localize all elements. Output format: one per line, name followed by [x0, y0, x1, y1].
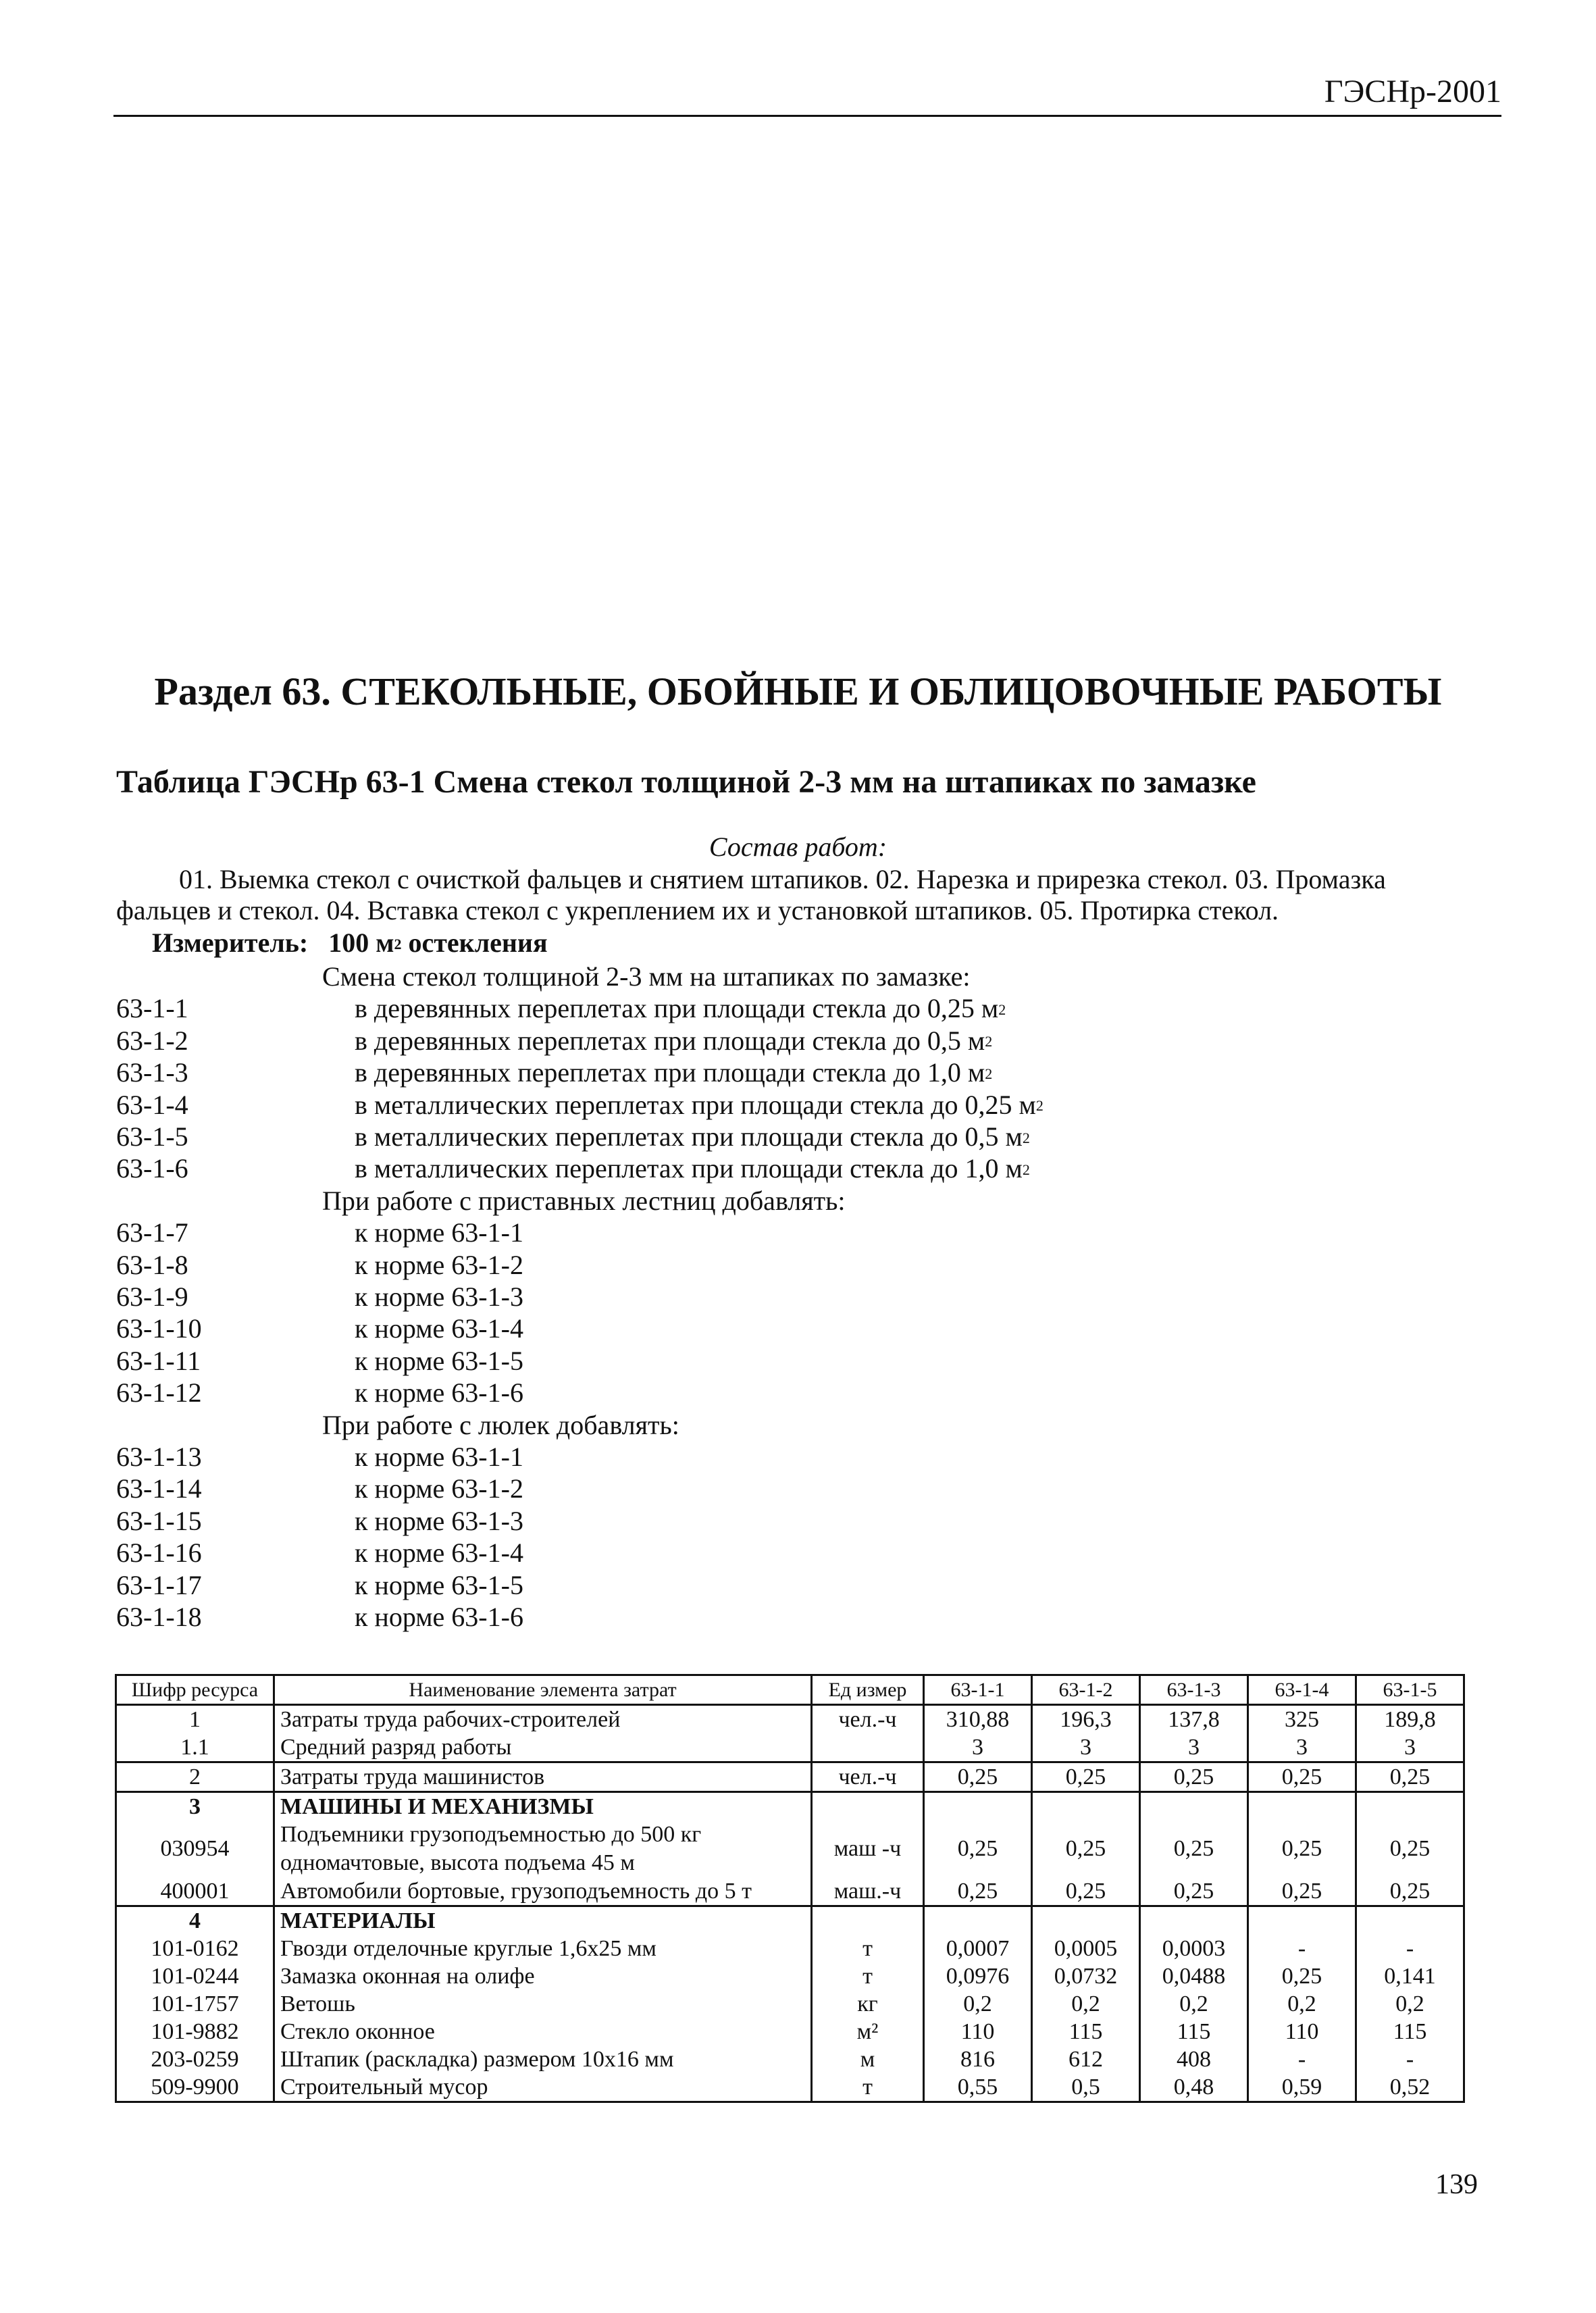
resource-value: 0,52	[1356, 2073, 1464, 2102]
norm-code: 63-1-10	[116, 1313, 202, 1344]
resource-value: 0,0007	[924, 1935, 1032, 1962]
resource-code: 509-9900	[116, 2073, 274, 2102]
table-row	[116, 2045, 1464, 2073]
resource-value: 310,88	[924, 1705, 1032, 1734]
table-row	[116, 1990, 1464, 2018]
resource-code: 400001	[116, 1877, 274, 1906]
resource-value: -	[1356, 2045, 1464, 2073]
resource-code: 101-9882	[116, 2018, 274, 2045]
norm-unit-power: 2	[985, 1065, 993, 1082]
resource-name: Подъемники грузоподъемностью до 500 кг одномачтовые, высота подъема 45 м	[274, 1821, 812, 1877]
resource-value: 0,48	[1140, 2073, 1248, 2102]
col-header: Наименование элемента затрат	[274, 1675, 812, 1705]
resource-code: 101-1757	[116, 1990, 274, 2018]
resource-name: Стекло оконное	[274, 2018, 812, 2045]
norm-description-text: к норме 63-1-5	[355, 1569, 523, 1600]
col-header: 63-1-5	[1356, 1675, 1464, 1705]
norm-unit-power: 2	[985, 1033, 993, 1050]
resource-name: Штапик (раскладка) размером 10x16 мм	[274, 2045, 812, 2073]
table-row	[116, 2073, 1464, 2102]
norm-description	[355, 992, 1006, 1024]
resource-unit	[812, 1733, 924, 1762]
norm-code: 63-1-7	[116, 1217, 188, 1248]
norm-description	[355, 1313, 523, 1344]
norm-description-text: в деревянных переплетах при площади стекла до 0,25 м	[355, 993, 999, 1024]
resource-value: 0,0005	[1032, 1935, 1140, 1962]
col-header: 63-1-3	[1140, 1675, 1248, 1705]
resource-value: 3	[1248, 1733, 1356, 1762]
table-row	[116, 2018, 1464, 2045]
norm-description-text: в металлических переплетах при площади стекла до 0,25 м	[355, 1089, 1036, 1120]
col-header: 63-1-2	[1032, 1675, 1140, 1705]
norm-description-text: к норме 63-1-1	[355, 1442, 523, 1472]
resource-unit: т	[812, 2073, 924, 2102]
norms-group-text: При работе с приставных лестниц добавлять:	[322, 1185, 846, 1216]
resource-value: 325	[1248, 1705, 1356, 1734]
resource-value	[1356, 1792, 1464, 1821]
table-row	[116, 1906, 1464, 1935]
col-header: Ед измер	[812, 1675, 924, 1705]
norm-description	[355, 1281, 523, 1313]
resource-name: Средний разряд работы	[274, 1733, 812, 1762]
table-row	[116, 1821, 1464, 1877]
resource-value: 0,25	[1248, 1962, 1356, 1990]
norm-description	[355, 1152, 1030, 1184]
resource-value: -	[1248, 2045, 1356, 2073]
meter-line	[152, 927, 548, 959]
norm-description	[355, 1601, 523, 1633]
resource-value: 0,5	[1032, 2073, 1140, 2102]
resource-value: 115	[1356, 2018, 1464, 2045]
norm-description	[355, 1569, 523, 1601]
resource-value: 0,59	[1248, 2073, 1356, 2102]
norm-description	[355, 1505, 523, 1537]
norm-unit-power: 2	[998, 1001, 1006, 1018]
resource-value	[1032, 1792, 1140, 1821]
resource-value: 612	[1032, 2045, 1140, 2073]
resource-value: 3	[1032, 1733, 1140, 1762]
resource-value: 0,25	[1032, 1821, 1140, 1877]
resource-value: 0,25	[1248, 1762, 1356, 1792]
resource-value: 0,2	[924, 1990, 1032, 2018]
norm-code: 63-1-14	[116, 1473, 202, 1504]
resource-name: Затраты труда рабочих-строителей	[274, 1705, 812, 1734]
resource-value	[1248, 1906, 1356, 1935]
meter-power: 2	[394, 935, 402, 952]
norm-code: 63-1-13	[116, 1442, 202, 1472]
norm-code: 63-1-12	[116, 1377, 202, 1408]
norm-code: 63-1-11	[116, 1345, 201, 1376]
resource-code: 3	[116, 1792, 274, 1821]
col-header: Шифр ресурса	[116, 1675, 274, 1705]
norm-description-text: к норме 63-1-6	[355, 1377, 523, 1408]
norms-group-text: Смена стекол толщиной 2-3 мм на штапиках по замазке:	[322, 961, 971, 992]
norm-description-text: к норме 63-1-4	[355, 1313, 523, 1344]
resource-value: 3	[924, 1733, 1032, 1762]
norm-code: 63-1-6	[116, 1153, 188, 1184]
norm-description	[355, 1089, 1044, 1121]
norm-code: 63-1-18	[116, 1602, 202, 1632]
norm-description	[355, 1377, 523, 1408]
page-number: 139	[1435, 2169, 1478, 2200]
resource-value: 0,25	[1140, 1821, 1248, 1877]
work-composition-line-1: 01. Выемка стекол с очисткой фальцев и снятием штапиков. 02. Нарезка и прирезка стекол. 03. Промазка	[179, 864, 1386, 894]
resource-unit: м²	[812, 2018, 924, 2045]
resource-code: 203-0259	[116, 2045, 274, 2073]
resource-value: 0,25	[924, 1762, 1032, 1792]
table-row	[116, 1792, 1464, 1821]
resource-unit: м	[812, 2045, 924, 2073]
resource-value: 0,25	[1032, 1877, 1140, 1906]
table-title: Таблица ГЭСНр 63-1 Смена стекол толщиной 2-3 мм на штапиках по замазке	[116, 764, 1256, 800]
resource-code: 1.1	[116, 1733, 274, 1762]
norm-unit-power: 2	[1035, 1097, 1044, 1115]
resource-value: 0,141	[1356, 1962, 1464, 1990]
resource-name: Затраты труда машинистов	[274, 1762, 812, 1792]
resource-value: 0,2	[1248, 1990, 1356, 2018]
col-header: 63-1-4	[1248, 1675, 1356, 1705]
norm-description	[355, 1025, 992, 1057]
meter-unit: остекления	[408, 927, 548, 958]
norm-description-text: к норме 63-1-3	[355, 1281, 523, 1312]
norms-group-text: При работе с люлек добавлять:	[322, 1409, 679, 1440]
norm-description-text: в металлических переплетах при площади стекла до 1,0 м	[355, 1153, 1023, 1184]
work-composition-heading: Состав работ:	[709, 832, 887, 862]
norm-description-text: в деревянных переплетах при площади стекла до 0,5 м	[355, 1025, 985, 1056]
norm-description	[355, 1121, 1030, 1152]
resource-value: 0,0732	[1032, 1962, 1140, 1990]
resource-code: 1	[116, 1705, 274, 1734]
resource-value: 0,2	[1032, 1990, 1140, 2018]
resource-value: 3	[1356, 1733, 1464, 1762]
norm-code: 63-1-5	[116, 1121, 188, 1152]
resource-value	[924, 1906, 1032, 1935]
resource-value: 0,25	[1248, 1877, 1356, 1906]
resource-code: 101-0244	[116, 1962, 274, 1990]
table-row	[116, 1733, 1464, 1762]
resource-value: 0,25	[1248, 1821, 1356, 1877]
col-header: 63-1-1	[924, 1675, 1032, 1705]
norm-description	[355, 1249, 523, 1281]
resource-value: 0,25	[924, 1877, 1032, 1906]
table-row	[116, 1762, 1464, 1792]
resource-code: 4	[116, 1906, 274, 1935]
resource-value: 0,55	[924, 2073, 1032, 2102]
resource-value: -	[1356, 1935, 1464, 1962]
resource-name: МАШИНЫ И МЕХАНИЗМЫ	[274, 1792, 812, 1821]
resource-code: 2	[116, 1762, 274, 1792]
norm-code: 63-1-2	[116, 1025, 188, 1056]
norm-code: 63-1-4	[116, 1089, 188, 1120]
resource-value: 0,2	[1140, 1990, 1248, 2018]
norm-code: 63-1-9	[116, 1281, 188, 1312]
resource-value: 0,25	[1356, 1762, 1464, 1792]
resource-name: Строительный мусор	[274, 2073, 812, 2102]
resource-unit: т	[812, 1935, 924, 1962]
resource-value: 0,25	[1140, 1762, 1248, 1792]
resource-value: -	[1248, 1935, 1356, 1962]
norm-description-text: к норме 63-1-2	[355, 1249, 523, 1280]
resource-code: 101-0162	[116, 1935, 274, 1962]
resource-value: 137,8	[1140, 1705, 1248, 1734]
work-composition-line-2: фальцев и стекол. 04. Вставка стекол с укреплением их и установкой штапиков. 05. Протирка стекол.	[116, 895, 1279, 925]
norm-description	[355, 1473, 523, 1504]
resource-value: 0,0003	[1140, 1935, 1248, 1962]
norm-description-text: в деревянных переплетах при площади стекла до 1,0 м	[355, 1057, 985, 1088]
resource-unit: чел.-ч	[812, 1762, 924, 1792]
norm-unit-power: 2	[1022, 1161, 1030, 1178]
resource-unit	[812, 1792, 924, 1821]
norm-description	[355, 1345, 523, 1377]
norm-description-text: к норме 63-1-6	[355, 1602, 523, 1632]
resource-unit: маш.-ч	[812, 1877, 924, 1906]
resource-value: 0,25	[924, 1821, 1032, 1877]
norm-description-text: к норме 63-1-4	[355, 1537, 523, 1569]
resource-table	[115, 1674, 1465, 2103]
resource-value: 0,25	[1032, 1762, 1140, 1792]
resource-name: Замазка оконная на олифе	[274, 1962, 812, 1990]
resource-value	[1140, 1792, 1248, 1821]
resource-value: 115	[1032, 2018, 1140, 2045]
resource-name: Гвозди отделочные круглые 1,6x25 мм	[274, 1935, 812, 1962]
table-header-row	[116, 1675, 1464, 1705]
norm-code: 63-1-17	[116, 1569, 202, 1600]
resource-value: 0,25	[1140, 1877, 1248, 1906]
resource-value: 115	[1140, 2018, 1248, 2045]
norm-unit-power: 2	[1022, 1129, 1030, 1146]
table-row	[116, 1877, 1464, 1906]
resource-value	[924, 1792, 1032, 1821]
resource-value	[1248, 1792, 1356, 1821]
norm-code: 63-1-1	[116, 993, 188, 1024]
resource-unit: т	[812, 1962, 924, 1990]
norm-description	[355, 1441, 523, 1473]
resource-value: 3	[1140, 1733, 1248, 1762]
resource-unit: маш -ч	[812, 1821, 924, 1877]
norm-code: 63-1-15	[116, 1505, 202, 1536]
norm-description-text: в металлических переплетах при площади стекла до 0,5 м	[355, 1121, 1023, 1152]
resource-value: 0,2	[1356, 1990, 1464, 2018]
meter-value: 100 м	[328, 927, 394, 958]
resource-value: 0,0488	[1140, 1962, 1248, 1990]
resource-unit	[812, 1906, 924, 1935]
norm-code: 63-1-8	[116, 1249, 188, 1280]
resource-value: 110	[924, 2018, 1032, 2045]
resource-unit: чел.-ч	[812, 1705, 924, 1734]
resource-value: 408	[1140, 2045, 1248, 2073]
resource-value	[1140, 1906, 1248, 1935]
norm-description	[355, 1217, 523, 1248]
resource-value: 189,8	[1356, 1705, 1464, 1734]
section-title: Раздел 63. СТЕКОЛЬНЫЕ, ОБОЙНЫЕ И ОБЛИЦОВОЧНЫЕ РАБОТЫ	[154, 669, 1442, 713]
resource-name: МАТЕРИАЛЫ	[274, 1906, 812, 1935]
resource-name: Автомобили бортовые, грузоподъемность до 5 т	[274, 1877, 812, 1906]
header-code: ГЭСНр-2001	[1324, 74, 1501, 109]
norm-description-text: к норме 63-1-2	[355, 1473, 523, 1504]
meter-label: Измеритель:	[152, 927, 309, 958]
resource-code: 030954	[116, 1821, 274, 1877]
resource-value: 0,25	[1356, 1821, 1464, 1877]
norm-description	[355, 1537, 523, 1569]
resource-value: 0,0976	[924, 1962, 1032, 1990]
norm-description-text: к норме 63-1-5	[355, 1345, 523, 1376]
resource-unit: кг	[812, 1990, 924, 2018]
table-row	[116, 1962, 1464, 1990]
resource-value: 0,25	[1356, 1877, 1464, 1906]
resource-value	[1356, 1906, 1464, 1935]
norm-code: 63-1-3	[116, 1057, 188, 1088]
norm-description-text: к норме 63-1-3	[355, 1505, 523, 1536]
resource-value: 816	[924, 2045, 1032, 2073]
norm-description	[355, 1057, 992, 1088]
resource-value: 196,3	[1032, 1705, 1140, 1734]
header-rule	[113, 115, 1501, 117]
resource-value: 110	[1248, 2018, 1356, 2045]
table-row	[116, 1705, 1464, 1734]
table-row	[116, 1935, 1464, 1962]
norm-description-text: к норме 63-1-1	[355, 1217, 523, 1248]
norm-code: 63-1-16	[116, 1537, 202, 1569]
resource-value	[1032, 1906, 1140, 1935]
resource-name: Ветошь	[274, 1990, 812, 2018]
